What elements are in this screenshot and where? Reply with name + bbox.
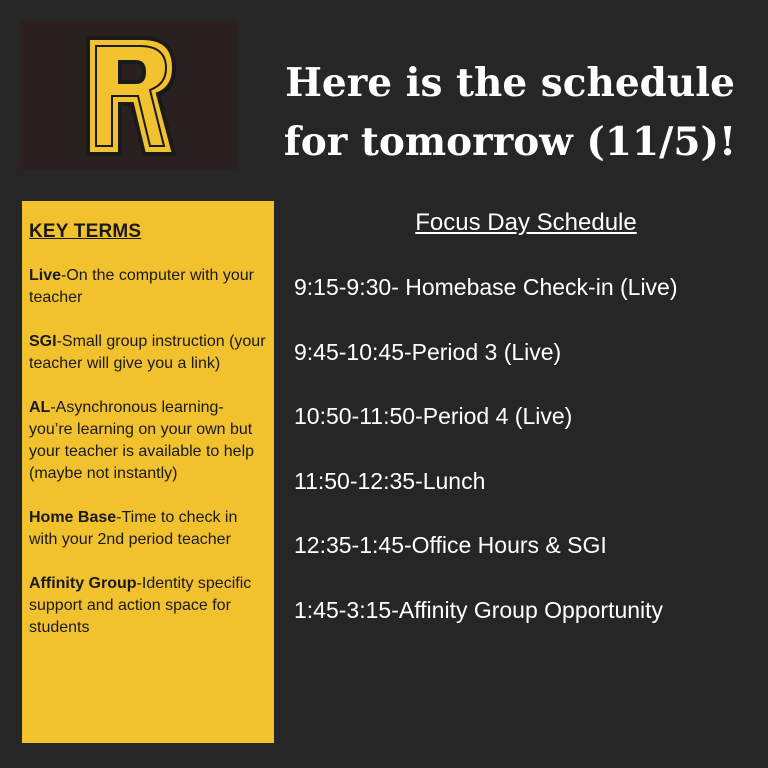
logo-area [20,20,238,170]
term-definition: -Asynchronous learning-you’re learning on your own but your teacher is available to help (maybe not instantly) [29,399,255,482]
schedule-list [294,272,764,659]
term-al [29,397,266,485]
key-terms-panel [22,201,274,743]
headline [280,54,740,172]
term-name: Live [29,267,62,284]
term-sgi [29,331,266,375]
key-terms-title: KEY TERMS [29,221,142,242]
term-affinity-group [29,573,266,639]
schedule-slot: 12:35-1:45-Office Hours & SGI [294,532,607,558]
term-home-base [29,507,266,551]
term-definition: -Small group instruction (your teacher will give you a link) [29,333,266,372]
headline-line-2: for tomorrow (11/5)! [283,119,737,165]
schedule-slot: 10:50-11:50-Period 4 (Live) [294,403,573,429]
schedule-slot: 9:45-10:45-Period 3 (Live) [294,338,562,365]
term-definition: -Identity specific support and action space for students [29,575,252,636]
term-name: Affinity Group [29,575,137,592]
headline-line-1: Here is the schedule [285,60,735,106]
term-name: Home Base [29,509,117,526]
term-name: SGI [29,333,57,350]
schedule-slot: 1:45-3:15-Affinity Group Opportunity [294,596,664,623]
schedule-slot: 9:15-9:30- Homebase Check-in (Live) [294,274,678,300]
school-r-logo [82,34,178,158]
schedule-title: Focus Day Schedule [415,209,637,236]
term-definition: -On the computer with your teacher [29,267,254,306]
schedule-slot: 11:50-12:35-Lunch [294,467,486,494]
term-definition: -Time to check in with your 2nd period teacher [29,509,238,548]
term-live [29,265,266,309]
term-name: AL [29,399,51,416]
